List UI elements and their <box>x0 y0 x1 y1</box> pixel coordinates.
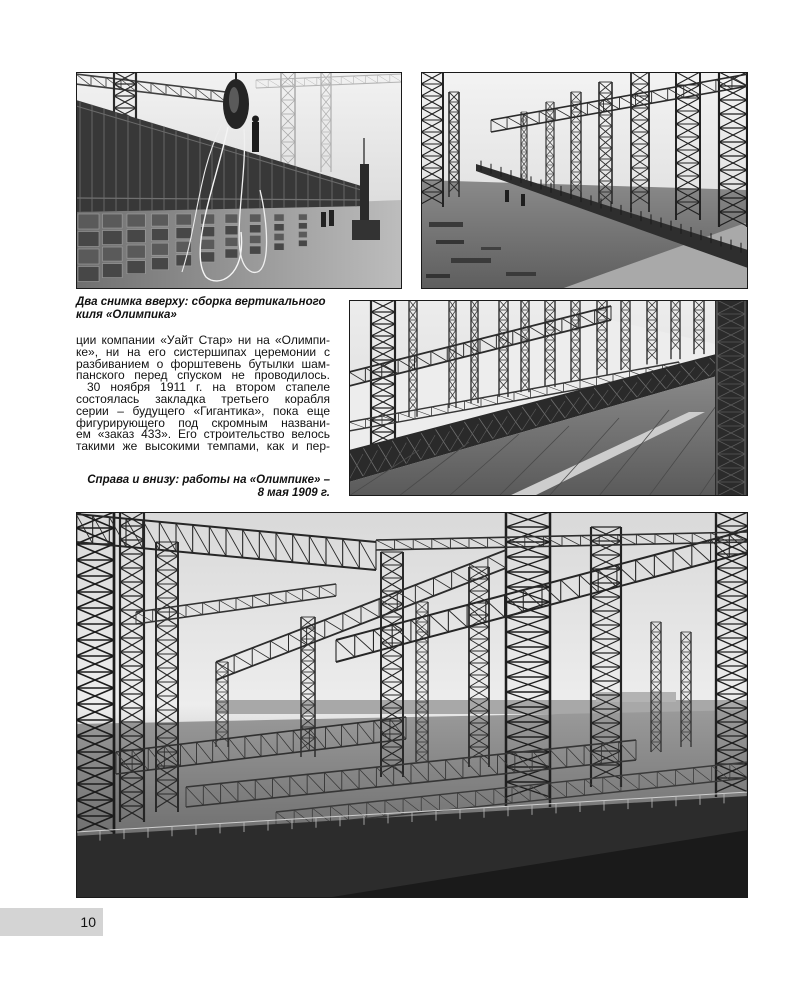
support-block <box>78 267 99 282</box>
photo-keel-assembly-left <box>76 72 402 289</box>
worker <box>329 210 334 226</box>
support-block <box>250 246 261 254</box>
support-block <box>201 252 215 262</box>
caption-right <box>76 474 330 500</box>
support-block <box>78 232 99 247</box>
support-block <box>274 243 284 250</box>
support-block <box>103 247 123 261</box>
support-block <box>299 223 308 229</box>
support-block <box>225 249 238 258</box>
timber <box>426 274 450 278</box>
support-block <box>201 239 215 249</box>
body-line: ке», ни на его систершипах церемонии с <box>76 344 330 359</box>
support-block <box>250 225 261 233</box>
photo-keel-assembly-left-image <box>76 72 402 289</box>
support-block <box>152 214 169 226</box>
support-block <box>152 258 169 270</box>
photo-keel-assembly-right-image <box>421 72 748 289</box>
worker <box>252 122 259 152</box>
photo-olympic-works-gantry <box>76 512 748 898</box>
page-number: 10 <box>80 914 96 930</box>
timber <box>451 258 491 263</box>
support-block <box>274 233 284 240</box>
support-block <box>299 214 308 220</box>
caption-top-line: Два снимка вверху: сборка вертикального <box>76 296 326 308</box>
page-number-tab <box>0 908 103 936</box>
support-block <box>225 214 238 223</box>
timber <box>506 272 536 276</box>
caption-top <box>76 296 325 322</box>
support-block <box>299 240 308 246</box>
worker <box>321 212 326 227</box>
body-text <box>76 335 330 453</box>
support-block <box>127 230 145 243</box>
support-block <box>225 226 238 235</box>
photo-olympic-works-gantry-image <box>76 512 748 898</box>
support-block <box>225 237 238 246</box>
body-line: ции компании «Уайт Стар» ни на «Олимпи- <box>76 333 330 347</box>
steam-boiler <box>360 164 369 224</box>
body-line: ем «заказ 433». Его строительство велось <box>76 427 330 442</box>
support-block <box>152 243 169 255</box>
support-block <box>274 214 284 221</box>
worker <box>521 194 525 206</box>
caption-right-line: Справа и внизу: работы на «Олимпике» – <box>87 474 330 486</box>
support-block <box>103 214 123 228</box>
support-block <box>176 214 192 225</box>
worker <box>505 190 509 202</box>
support-block <box>78 249 99 264</box>
support-block <box>103 231 123 245</box>
pulley-highlight <box>229 87 239 113</box>
caption-top-line: киля «Олимпика» <box>76 309 177 321</box>
body-line: 30 ноября 1911 г. на втором стапеле <box>87 380 330 395</box>
photo-keel-assembly-right <box>421 72 748 289</box>
body-line: такими же высокими темпами, как и пер- <box>76 439 330 454</box>
timber <box>481 247 501 250</box>
support-block <box>201 214 215 224</box>
support-block <box>127 261 145 274</box>
support-block <box>127 214 145 227</box>
body-line: панского перед спуском не проводилось. <box>76 368 330 383</box>
body-line: серии – будущего «Гигантика», пока еще <box>76 403 330 418</box>
support-block <box>299 231 308 237</box>
support-block <box>127 245 145 258</box>
support-block <box>176 228 192 239</box>
timber <box>436 240 464 244</box>
support-block <box>274 224 284 231</box>
photo-olympic-works-girders-image <box>349 300 748 496</box>
caption-right-line: 8 мая 1909 г. <box>257 487 330 499</box>
body-line: состоялась закладка третьего корабля <box>76 391 330 406</box>
worker-head <box>252 116 259 123</box>
machinery <box>352 220 380 240</box>
body-line: фигурирующего под скромным названи- <box>76 415 330 430</box>
support-block <box>152 229 169 241</box>
support-block <box>78 214 99 229</box>
timber <box>429 222 463 227</box>
support-block <box>250 214 261 222</box>
support-block <box>103 264 123 278</box>
body-line: разбиванием о форштевень бутылки шам- <box>76 356 330 371</box>
photo-olympic-works-girders <box>349 300 748 496</box>
support-block <box>250 235 261 243</box>
